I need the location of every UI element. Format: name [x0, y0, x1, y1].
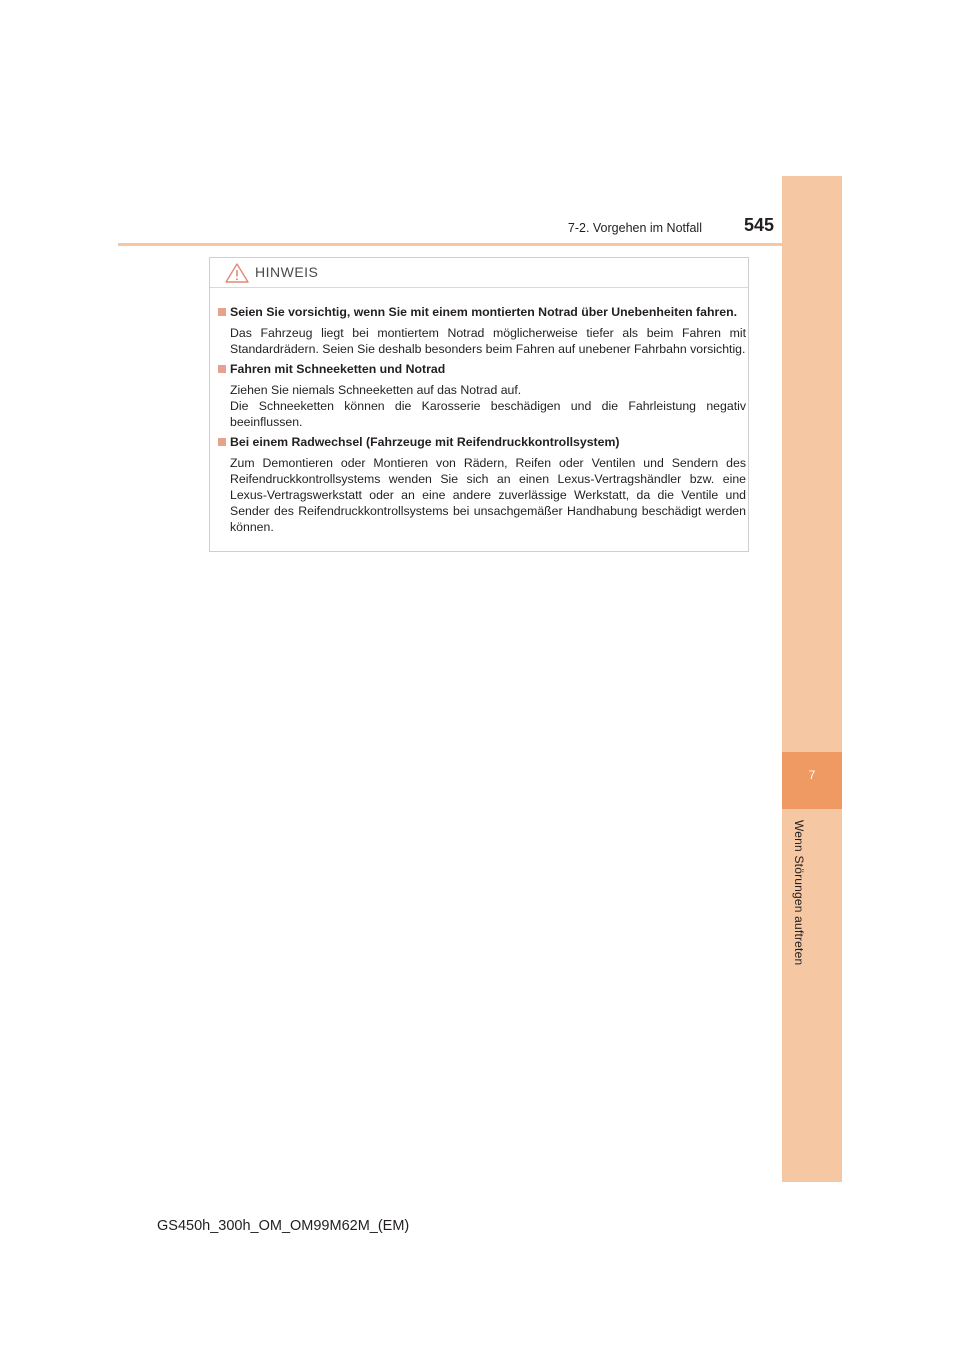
chapter-title: Wenn Störungen auftreten	[792, 820, 806, 966]
notice-box	[209, 257, 749, 552]
notice-title: HINWEIS	[255, 264, 319, 280]
page-number: 545	[743, 215, 774, 235]
section-title: 7-2. Vorgehen im Notfall	[567, 221, 702, 235]
notice-item-text: Das Fahrzeug liegt bei montiertem Notrad möglicherweise tiefer als beim Fahren mit Standardrädern. Seien Sie deshalb besonders beim Fahren auf unebener Fahrbahn vorsichtig.	[230, 326, 746, 356]
notice-body	[218, 304, 746, 539]
notice-item-heading	[218, 304, 746, 320]
notice-item	[218, 361, 746, 430]
notice-item-heading-text: Seien Sie vorsichtig, wenn Sie mit einem montierten Notrad über Unebenheiten fahren.	[230, 305, 738, 319]
square-bullet-icon	[218, 308, 226, 316]
notice-item-heading	[218, 434, 746, 450]
chapter-number: 7	[808, 768, 816, 782]
notice-header	[210, 258, 748, 288]
notice-item	[218, 434, 746, 535]
notice-item	[218, 304, 746, 357]
square-bullet-icon	[218, 365, 226, 373]
notice-item-text: Zum Demontieren oder Montieren von Rädern, Reifen oder Ventilen und Sendern des Reifendruckkontrollsystems wenden Sie sich an einen Lexus-Vertragshändler bzw. eine Lexus-Vertragswerkstatt oder an eine andere zuverlässige Werkstatt, da die Ventile und Sender des Reifendruckkontrollsystems bei unsachgemäßer Handhabung beschädigt werden können.	[230, 456, 746, 534]
notice-item-heading	[218, 361, 746, 377]
chapter-side-tab	[782, 176, 842, 1182]
header-rule	[118, 243, 842, 246]
notice-item-heading-text: Bei einem Radwechsel (Fahrzeuge mit Reifendruckkontrollsystem)	[230, 435, 620, 449]
notice-item-heading-text: Fahren mit Schneeketten und Notrad	[230, 362, 446, 376]
document-code: GS450h_300h_OM_OM99M62M_(EM)	[157, 1218, 410, 1234]
square-bullet-icon	[218, 438, 226, 446]
notice-item-text: Ziehen Sie niemals Schneeketten auf das Notrad auf. Die Schneeketten können die Karosserie beschädigen und die Fahrleistung negativ beeinflussen.	[230, 383, 746, 429]
warning-icon	[225, 263, 249, 283]
